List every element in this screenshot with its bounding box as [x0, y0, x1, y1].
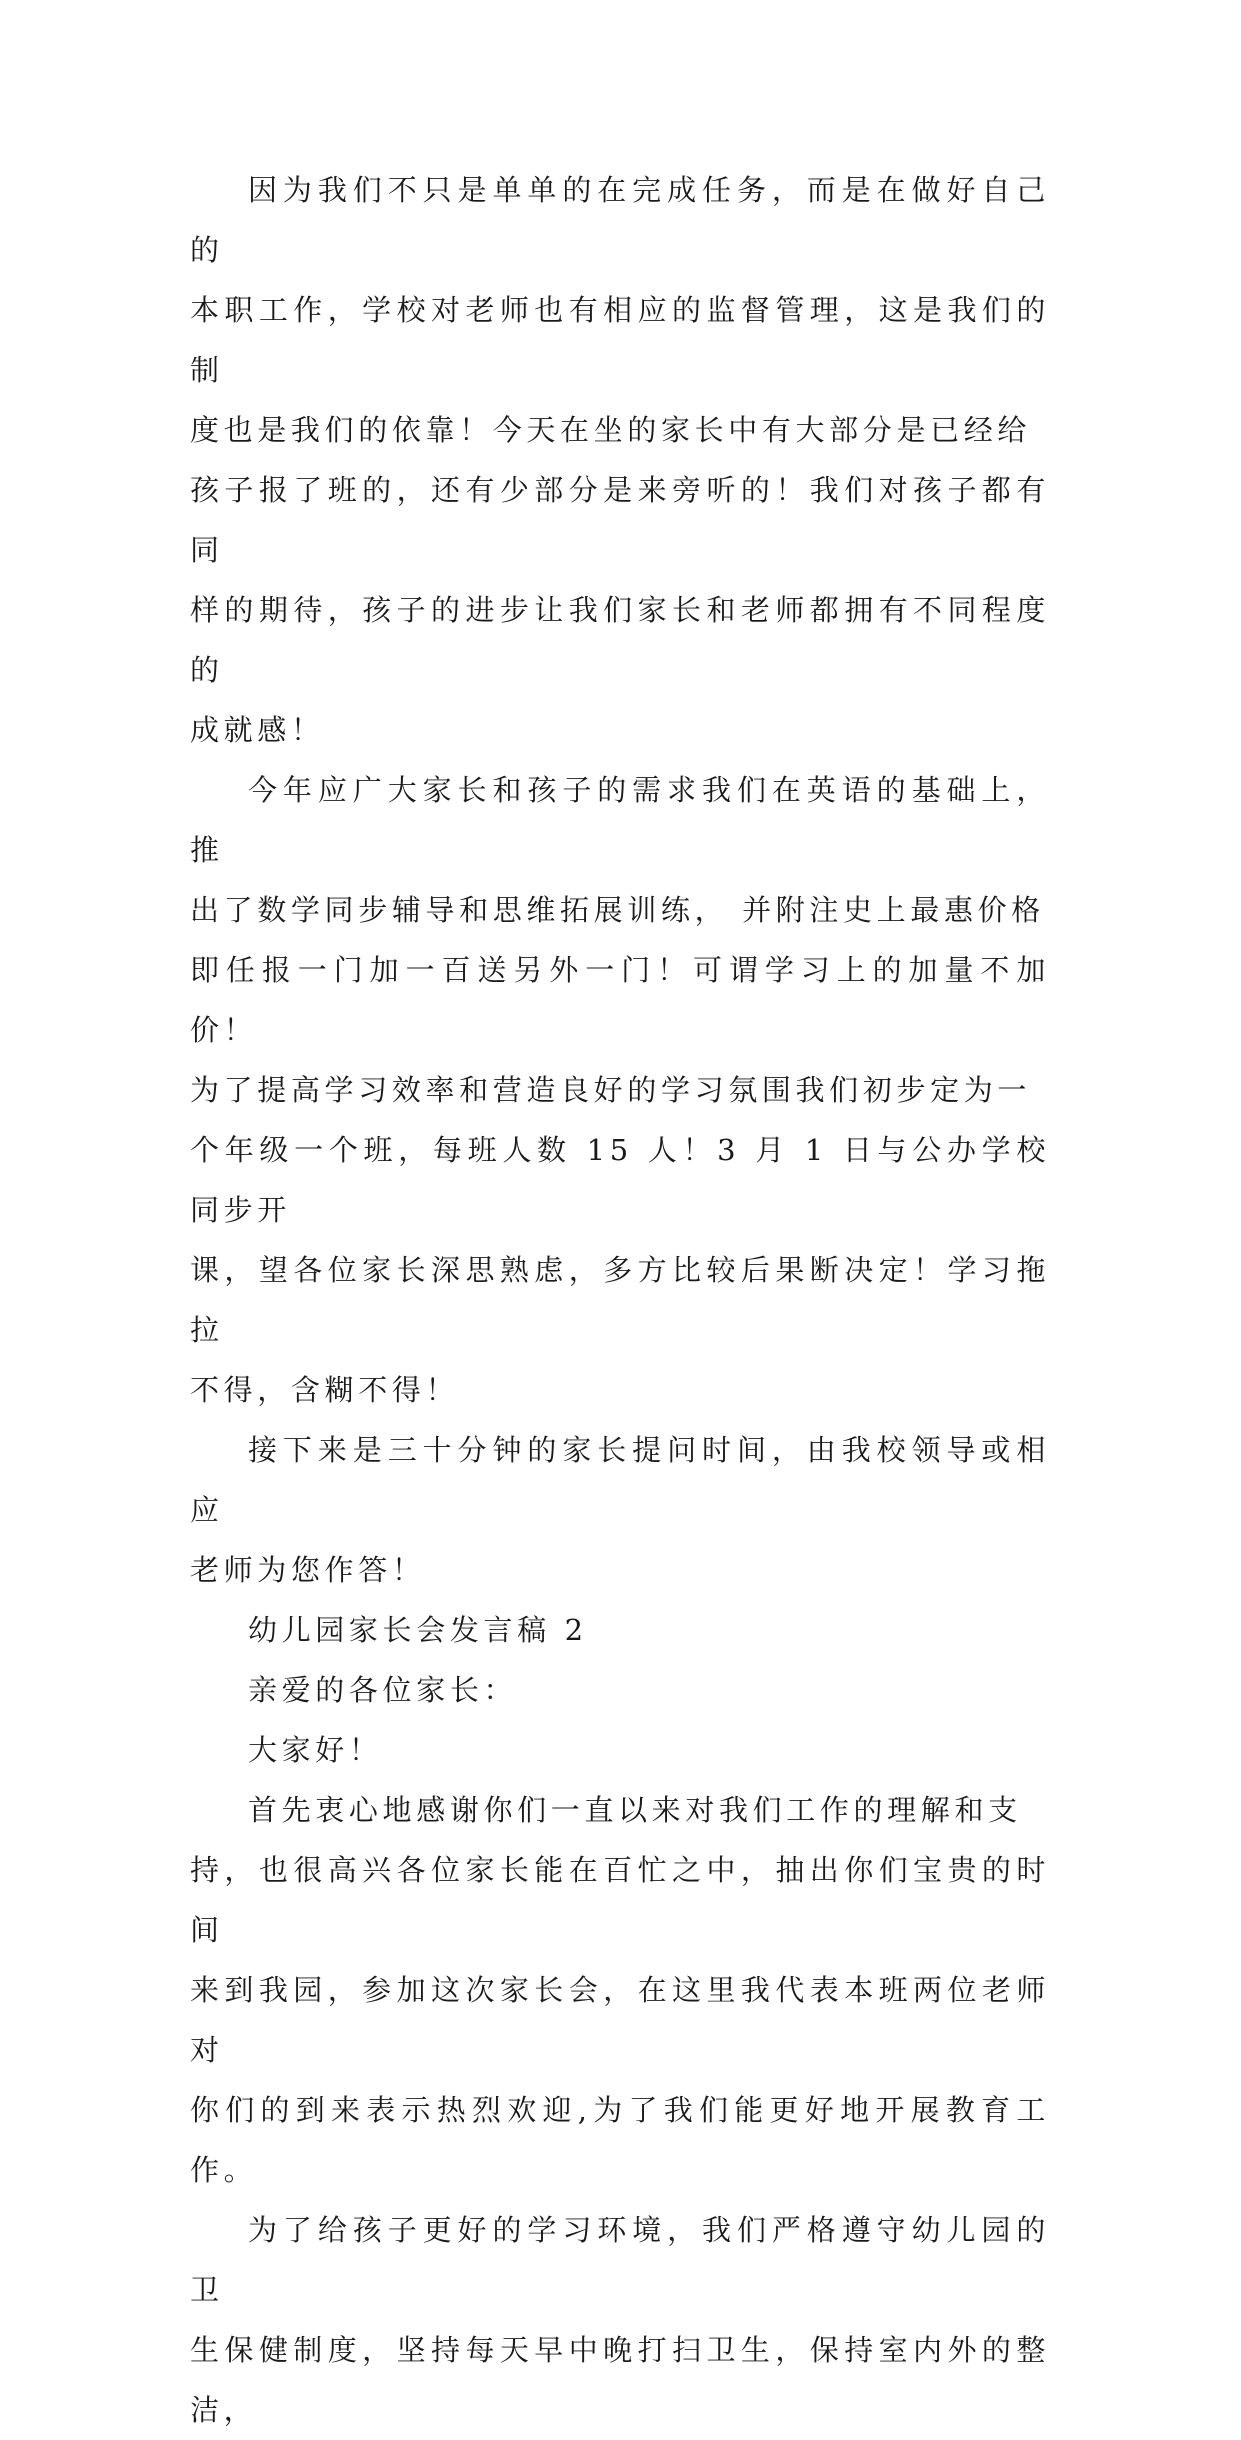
section-heading: 幼儿园家长会发言稿 2 — [248, 1613, 588, 1647]
paragraph-2: 今年应广大家长和孩子的需求我们在英语的基础上，推 出了数学同步辅导和思维拓展训练， 并附注史上最惠价格 即任报一门加一百送另外一门！可谓学习上的加量不加价！ 为了提高学习效率和营造良好的学习氛围我们初步定为一 个年级一个班，每班人数 15 人！3 月 1 日与公办学校同步开 课，望各位家长深思熟虑，多方比较后果断决定！学习拖拉 不得，含糊不得！ — [190, 773, 1050, 1407]
paragraph-3: 接下来是三十分钟的家长提问时间，由我校领导或相应 老师为您作答！ — [190, 1433, 1050, 1587]
paragraph-5: 为了给孩子更好的学习环境，我们严格遵守幼儿园的卫 生保健制度，坚持每天早中晚打扫卫生，保持室内外的整洁， — [190, 2213, 1050, 2427]
greeting: 大家好！ — [248, 1733, 383, 1767]
paragraph-4: 首先衷心地感谢你们一直以来对我们工作的理解和支 持，也很高兴各位家长能在百忙之中，抽出你们宝贵的时间 来到我园，参加这次家长会，在这里我代表本班两位老师对 你们的到来表示热烈欢迎,为了我们能更好地开展教育工作。 — [190, 1793, 1050, 2187]
document-body — [190, 160, 1050, 2440]
paragraph-1: 因为我们不只是单单的在完成任务，而是在做好自己的 本职工作，学校对老师也有相应的监督管理，这是我们的制 度也是我们的依靠！今天在坐的家长中有大部分是已经给 孩子报了班的，还有少部分是来旁听的！我们对孩子都有同 样的期待，孩子的进步让我们家长和老师都拥有不同程度的 成就感！ — [190, 173, 1050, 747]
salutation: 亲爱的各位家长： — [248, 1673, 518, 1707]
